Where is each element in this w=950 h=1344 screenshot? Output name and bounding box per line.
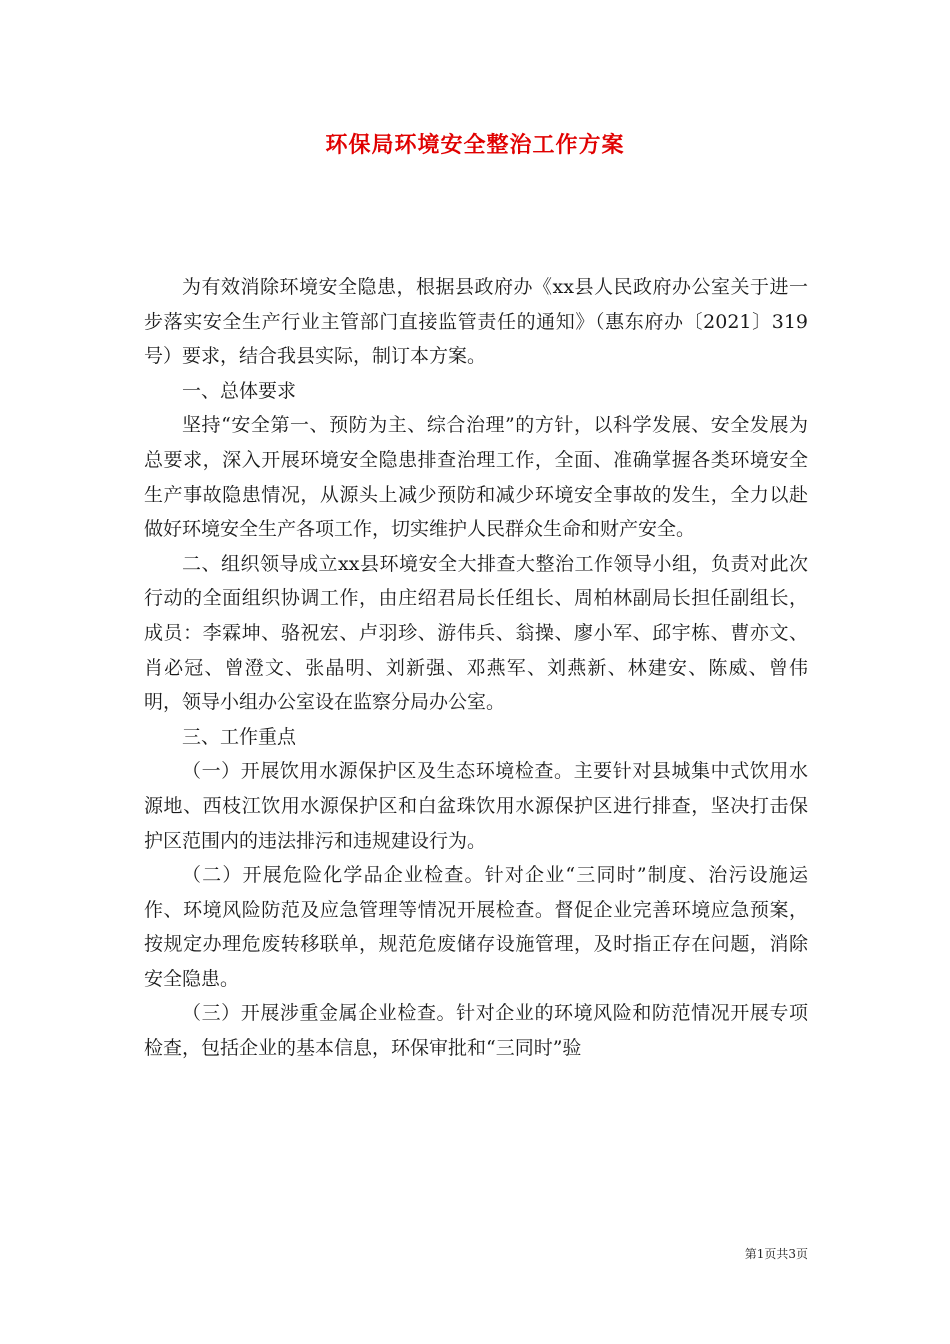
page-number: 第1页共3页 (744, 1247, 808, 1261)
key-work-item-2: （二）开展危险化学品企业检查。针对企业“三同时”制度、治污设施运作、环境风险防范及应急管理等情况开展检查。督促企业完善环境应急预案，按规定办理危废转移联单，规范危废储存设施管理，及时指正存在问题，消除安全隐患。 (144, 864, 808, 990)
document-body (144, 270, 808, 1066)
organization-leadership-paragraph: 二、组织领导成立xx县环境安全大排查大整治工作领导小组，负责对此次行动的全面组织协调工作，由庄绍君局长任组长、周柏林副局长担任副组长，成员：李霖坤、骆祝宏、卢羽珍、游伟兵、翁操、廖小军、邱宇栋、曹亦文、肖必冠、曾澄文、张晶明、刘新强、邓燕军、刘燕新、林建安、陈威、曾伟明，领导小组办公室设在监察分局办公室。 (144, 552, 808, 714)
section-heading-key-work: 三、工作重点 (182, 725, 297, 748)
key-work-item-1: （一）开展饮用水源保护区及生态环境检查。主要针对县城集中式饮用水源地、西枝江饮用水源保护区和白盆珠饮用水源保护区进行排查，坚决打击保护区范围内的违法排污和违规建设行为。 (144, 760, 808, 852)
general-requirements-paragraph: 坚持“安全第一、预防为主、综合治理”的方针，以科学发展、安全发展为总要求，深入开展环境安全隐患排查治理工作，全面、准确掌握各类环境安全生产事故隐患情况，从源头上减少预防和减少环境安全事故的发生，全力以赴做好环境安全生产各项工作，切实维护人民群众生命和财产安全。 (144, 414, 808, 541)
intro-paragraph: 为有效消除环境安全隐患，根据县政府办《xx县人民政府办公室关于进一步落实安全生产行业主管部门直接监管责任的通知》（惠东府办〔2021〕319号）要求，结合我县实际，制订本方案。 (144, 276, 808, 368)
section-heading-general: 一、总体要求 (182, 379, 297, 402)
key-work-item-3: （三）开展涉重金属企业检查。针对企业的环境风险和防范情况开展专项检查，包括企业的基本信息，环保审批和“三同时”验 (144, 1002, 808, 1060)
document-title: 环保局环境安全整治工作方案 (325, 132, 625, 158)
